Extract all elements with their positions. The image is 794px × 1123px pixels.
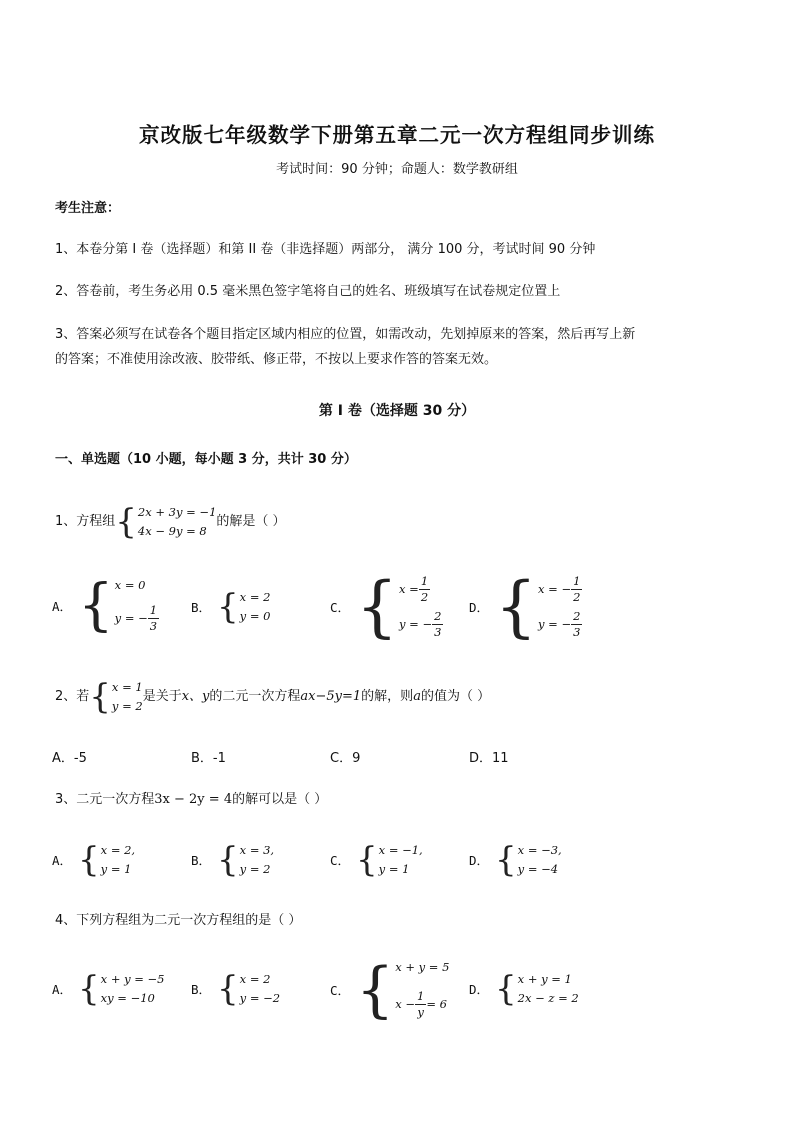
q2-option-d[interactable]: D．11	[469, 751, 509, 766]
brace-icon: {	[115, 502, 137, 542]
option-label: A．	[52, 853, 73, 868]
question-1	[55, 502, 286, 542]
fraction	[415, 989, 426, 1020]
q2-option-b[interactable]: B．-1	[191, 751, 226, 766]
q4-option-a[interactable]	[52, 969, 165, 1009]
fraction-denominator: 3	[573, 625, 581, 639]
brace-icon: {	[217, 969, 239, 1009]
option-row	[399, 609, 443, 640]
question-1-suffix: 的解是（ ）	[216, 514, 286, 529]
option-row: x + y = 1	[517, 972, 572, 986]
brace-icon: {	[78, 840, 100, 880]
question-3-equation: 3x − 2y = 4	[154, 792, 233, 807]
brace-icon: {	[78, 573, 114, 638]
fraction-numerator: 2	[434, 609, 442, 623]
option-label: D．	[469, 853, 490, 868]
q3-option-c[interactable]	[330, 840, 423, 880]
option-row: y = −2	[239, 991, 281, 1005]
option-label: D．	[469, 600, 490, 615]
brace-icon: {	[495, 568, 538, 645]
fraction-numerator: 2	[573, 609, 581, 623]
brace-icon: {	[495, 840, 517, 880]
option-row: x + y = 5	[395, 960, 450, 974]
option-row-suffix: = 6	[426, 997, 447, 1011]
fraction-numerator: 1	[149, 603, 158, 617]
option-row: x = −3,	[517, 843, 562, 857]
question-3-prefix: 3、二元一次方程	[55, 792, 155, 807]
q4-option-c[interactable]	[330, 955, 450, 1025]
q3-option-a[interactable]	[52, 840, 136, 880]
option-label: C．	[330, 600, 351, 615]
system-row: x = 1	[111, 680, 143, 694]
q3-option-b[interactable]	[191, 840, 275, 880]
option-row: x = 2,	[100, 843, 136, 857]
q1-option-a[interactable]	[52, 573, 159, 638]
fraction-numerator: 1	[417, 989, 425, 1003]
option-row-prefix: y = −	[538, 617, 572, 631]
fraction	[432, 609, 443, 640]
question-2-vars: x、y	[181, 689, 210, 704]
option-row	[538, 609, 582, 640]
option-row: 2x − z = 2	[517, 991, 579, 1005]
fraction	[571, 609, 582, 640]
option-label: D．	[469, 982, 490, 997]
option-label: B．	[191, 600, 212, 615]
system-row: 4x − 9y = 8	[137, 524, 207, 538]
option-row-prefix: y = −	[114, 611, 148, 625]
option-row: y = 1	[100, 862, 132, 876]
fraction-numerator: 1	[573, 574, 581, 588]
notice-item-1: 1、本卷分第 I 卷（选择题）和第 II 卷（非选择题）两部分， 满分 100 分，考试时间 90 分钟	[55, 242, 596, 257]
brace-icon: {	[356, 840, 378, 880]
option-row	[395, 989, 449, 1020]
option-label: A．	[52, 599, 73, 614]
q1-option-d[interactable]	[469, 568, 582, 645]
fraction	[419, 574, 430, 605]
brace-icon: {	[356, 955, 395, 1025]
option-row: x = −1,	[378, 843, 423, 857]
question-2-text: 的二元一次方程	[209, 689, 301, 704]
fraction-denominator: 3	[434, 625, 442, 639]
q4-option-b[interactable]	[191, 969, 281, 1009]
notice-item-3: 3、答案必须写在试卷各个题目指定区域内相应的位置，如需改动，先划掉原来的答案，然后再写上新	[55, 327, 636, 342]
q2-option-c[interactable]: C．9	[330, 751, 361, 766]
notice-item-3-cont: 的答案；不准使用涂改液、胶带纸、修正带，不按以上要求作答的答案无效。	[55, 352, 498, 367]
fraction-denominator: 2	[420, 590, 429, 604]
q3-option-d[interactable]	[469, 840, 562, 880]
q4-option-d[interactable]	[469, 969, 579, 1009]
brace-icon: {	[89, 677, 111, 717]
option-row: x = 2	[239, 590, 271, 604]
document-subtitle: 考试时间：90 分钟；命题人：数学教研组	[276, 162, 518, 177]
option-row-prefix: x =	[399, 582, 419, 596]
section-title: 一、单选题（10 小题，每小题 3 分，共计 30 分）	[55, 452, 357, 467]
question-4: 4、下列方程组为二元一次方程组的是（ ）	[55, 913, 302, 928]
option-row: x = 2	[239, 972, 271, 986]
option-row	[115, 603, 159, 634]
question-2-system	[89, 677, 143, 717]
fraction-denominator: 3	[149, 619, 158, 633]
question-1-prefix: 1、方程组	[55, 514, 116, 529]
fraction-denominator: y	[417, 1005, 424, 1019]
question-1-system	[115, 502, 217, 542]
fraction	[571, 574, 582, 605]
question-2-text: 的解，则	[361, 689, 414, 704]
option-row-prefix: y = −	[399, 617, 433, 631]
option-row: y = −4	[517, 862, 559, 876]
option-label: B．	[191, 982, 212, 997]
question-3-suffix: 的解可以是（ ）	[232, 792, 328, 807]
brace-icon: {	[356, 568, 399, 645]
option-row: x = 3,	[239, 843, 275, 857]
q1-option-b[interactable]	[191, 587, 271, 627]
question-2-prefix: 2、若	[55, 689, 90, 704]
option-row-prefix: x −	[395, 997, 415, 1011]
option-label: C．	[330, 853, 351, 868]
brace-icon: {	[217, 840, 239, 880]
system-row: y = 2	[111, 699, 143, 713]
notice-heading: 考生注意：	[55, 201, 121, 216]
option-row-prefix: x = −	[538, 582, 572, 596]
option-row: y = 1	[378, 862, 410, 876]
option-label: B．	[191, 853, 212, 868]
option-row: x + y = −5	[100, 972, 165, 986]
option-row: y = 2	[239, 862, 271, 876]
question-2-equation: ax−5y=1	[300, 689, 362, 704]
option-row	[538, 574, 582, 605]
brace-icon: {	[78, 969, 100, 1009]
option-row	[399, 574, 443, 605]
fraction-denominator: 2	[573, 590, 581, 604]
notice-item-2: 2、答卷前，考生务必用 0.5 毫米黑色签字笔将自己的姓名、班级填写在试卷规定位置上	[55, 284, 561, 299]
q2-option-a[interactable]: A．-5	[52, 751, 87, 766]
question-3	[55, 787, 327, 813]
q1-option-c[interactable]	[330, 568, 443, 645]
part1-title: 第 I 卷（选择题 30 分）	[318, 403, 476, 419]
system-row: 2x + 3y = −1	[137, 505, 217, 519]
question-2-var: a	[413, 689, 421, 704]
option-row: x = 0	[114, 578, 146, 592]
document-title: 京改版七年级数学下册第五章二元一次方程组同步训练	[139, 123, 655, 147]
option-label: C．	[330, 983, 351, 998]
question-2-text: 是关于	[142, 689, 182, 704]
fraction-numerator: 1	[420, 574, 429, 588]
fraction	[148, 603, 159, 634]
brace-icon: {	[495, 969, 517, 1009]
option-row: xy = −10	[100, 991, 155, 1005]
option-row: y = 0	[239, 609, 271, 623]
option-label: A．	[52, 982, 73, 997]
brace-icon: {	[217, 587, 239, 627]
question-2-suffix: 的值为（ ）	[420, 689, 491, 704]
question-2	[55, 677, 491, 717]
